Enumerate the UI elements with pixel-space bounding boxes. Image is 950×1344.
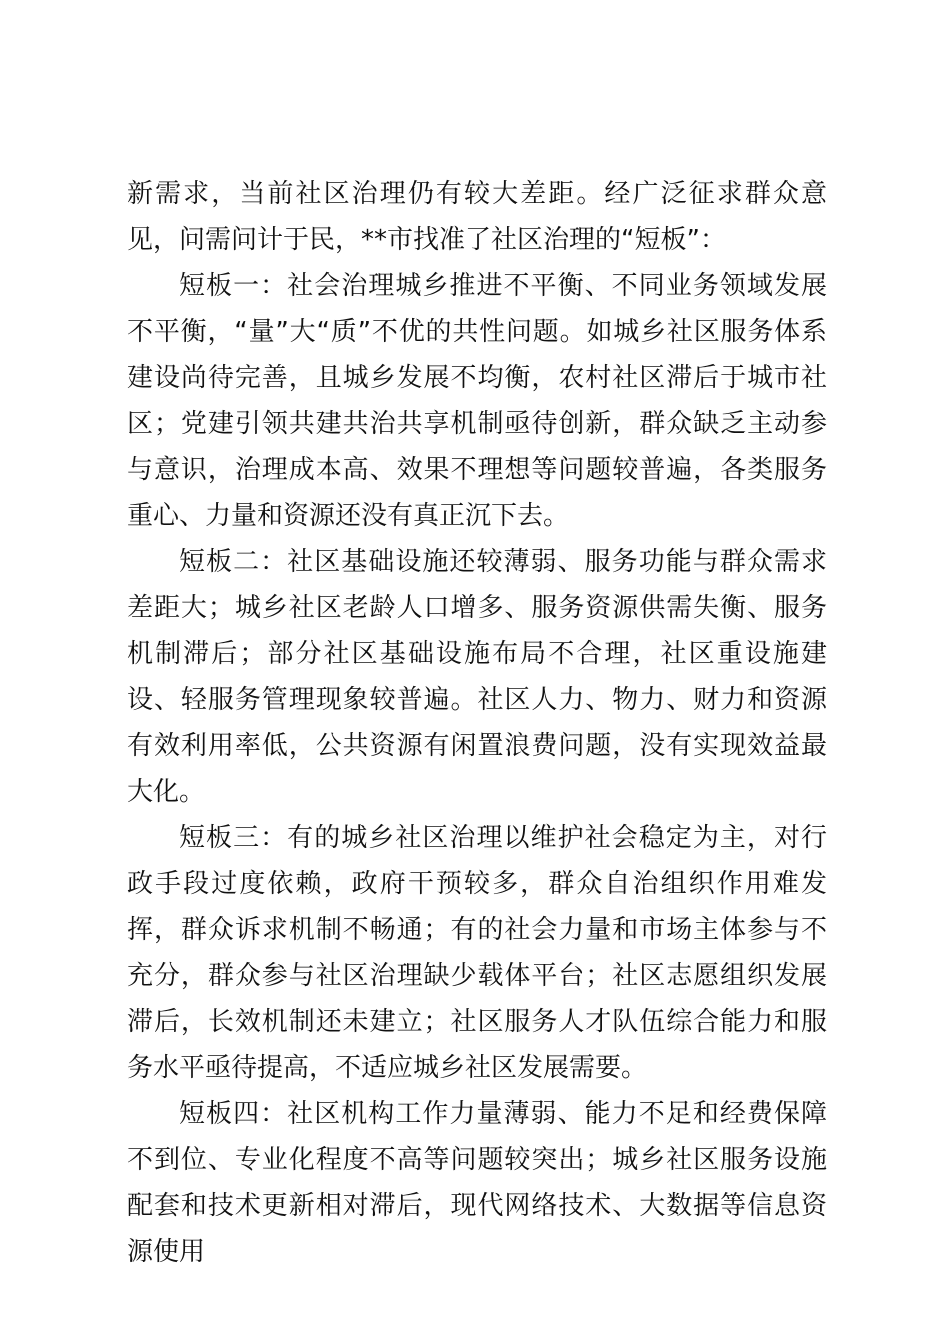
paragraph-shortboard-1: 短板一：社会治理城乡推进不平衡、不同业务领域发展不平衡，“量”大“质”不优的共性问题。如城乡社区服务体系建设尚待完善，且城乡发展不均衡，农村社区滞后于城市社区；党建引领共建共治共享机制亟待创新，群众缺乏主动参与意识，治理成本高、效果不理想等问题较普遍，各类服务重心、力量和资源还没有真正沉下去。 [127, 271, 827, 531]
paragraph-shortboard-2: 短板二：社区基础设施还较薄弱、服务功能与群众需求差距大；城乡社区老龄人口增多、服务资源供需失衡、服务机制滞后；部分社区基础设施布局不合理，社区重设施建设、轻服务管理现象较普遍。社区人力、物力、财力和资源有效利用率低，公共资源有闲置浪费问题，没有实现效益最大化。 [127, 547, 827, 807]
paragraph-intro: 新需求，当前社区治理仍有较大差距。经广泛征求群众意见，问需问计于民，**市找准了社区治理的“短板”： [127, 179, 827, 255]
document-body [127, 171, 827, 1275]
paragraph-shortboard-4: 短板四：社区机构工作力量薄弱、能力不足和经费保障不到位、专业化程度不高等问题较突出；城乡社区服务设施配套和技术更新相对滞后，现代网络技术、大数据等信息资源使用 [127, 1099, 827, 1267]
paragraph-shortboard-3: 短板三：有的城乡社区治理以维护社会稳定为主，对行政手段过度依赖，政府干预较多，群众自治组织作用难发挥，群众诉求机制不畅通；有的社会力量和市场主体参与不充分，群众参与社区治理缺少载体平台；社区志愿组织发展滞后，长效机制还未建立；社区服务人才队伍综合能力和服务水平亟待提高，不适应城乡社区发展需要。 [127, 823, 827, 1083]
